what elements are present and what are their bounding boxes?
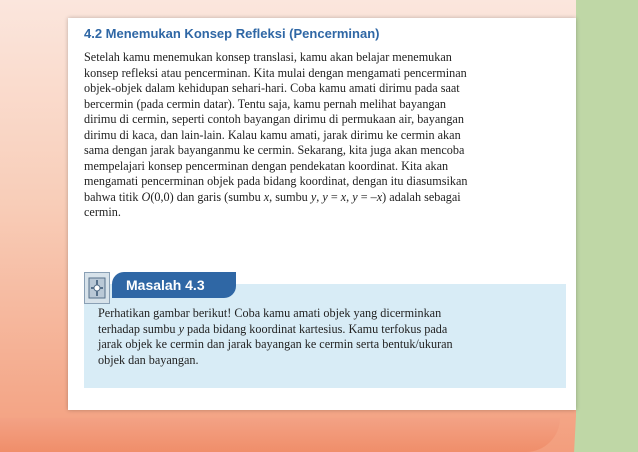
- slide-bottom-band: [0, 418, 560, 452]
- math-var: x: [340, 189, 347, 204]
- text-span: =: [327, 189, 341, 204]
- masalah-header: [84, 272, 264, 298]
- body-line: mempelajari konsep pencerminan dengan pendekatan koordinat. Kita akan: [84, 158, 449, 173]
- body-line: [84, 190, 568, 206]
- puzzle-icon: [84, 272, 110, 304]
- body-line: konsep refleksi atau pencerminan. Kita mulai dengan mengamati pencerminan: [84, 65, 467, 80]
- text-span: , sumbu: [269, 189, 311, 204]
- document-page: [68, 18, 576, 410]
- math-var: y: [178, 321, 184, 336]
- text-span: bahwa titik: [84, 189, 142, 204]
- math-var: y: [310, 189, 317, 204]
- math-var: x: [376, 189, 383, 204]
- body-paragraph: [84, 50, 568, 221]
- body-line: bercermin (pada cermin datar). Tentu saja, kamu pernah melihat bayangan: [84, 96, 447, 111]
- text-span: ,: [346, 189, 353, 204]
- body-line: mengamati pencerminan objek pada bidang koordinat, dengan itu diasumsikan: [84, 174, 468, 188]
- body-line: objek-objek dalam kehidupan sehari-hari. Coba kamu amati dirimu pada saat: [84, 81, 460, 95]
- math-var: y: [352, 189, 358, 204]
- text-span: terhadap sumbu: [98, 321, 179, 336]
- text-span: pada bidang koordinat kartesius. Kamu terfokus pada: [183, 321, 448, 336]
- math-var: y: [322, 189, 328, 204]
- masalah-box: [84, 284, 566, 388]
- text-span: = –: [357, 189, 377, 204]
- body-line: dirimu di kaca, dan lain-lain. Kalau kamu amati, jarak dirimu ke cermin akan: [84, 127, 461, 142]
- body-line: cermin.: [84, 205, 121, 219]
- masalah-line: objek dan bayangan.: [98, 352, 199, 367]
- math-var: x: [263, 189, 270, 204]
- math-var: O: [141, 189, 151, 204]
- masalah-text: [98, 306, 554, 368]
- masalah-label: Masalah 4.3: [112, 272, 236, 298]
- text-span: ,: [316, 189, 323, 204]
- slide-background-right: [576, 0, 638, 452]
- masalah-line: Perhatikan gambar berikut! Coba kamu amati objek yang dicerminkan: [98, 306, 442, 320]
- section-title: 4.2 Menemukan Konsep Refleksi (Pencerminan): [84, 26, 380, 41]
- masalah-line: [98, 322, 554, 338]
- text-span: (0,0) dan garis (sumbu: [150, 189, 264, 204]
- body-line: Setelah kamu menemukan konsep translasi, kamu akan belajar menemukan: [84, 50, 452, 64]
- body-line: dirimu di cermin, seperti contoh bayangan dirimu di permukaan air, bayangan: [84, 112, 464, 126]
- masalah-line: jarak objek ke cermin dan jarak bayangan ke cermin serta bentuk/ukuran: [98, 337, 453, 351]
- body-line: sama dengan jarak bayanganmu ke cermin. Sekarang, kita juga akan mencoba: [84, 143, 465, 157]
- text-span: ) adalah sebagai: [382, 189, 461, 204]
